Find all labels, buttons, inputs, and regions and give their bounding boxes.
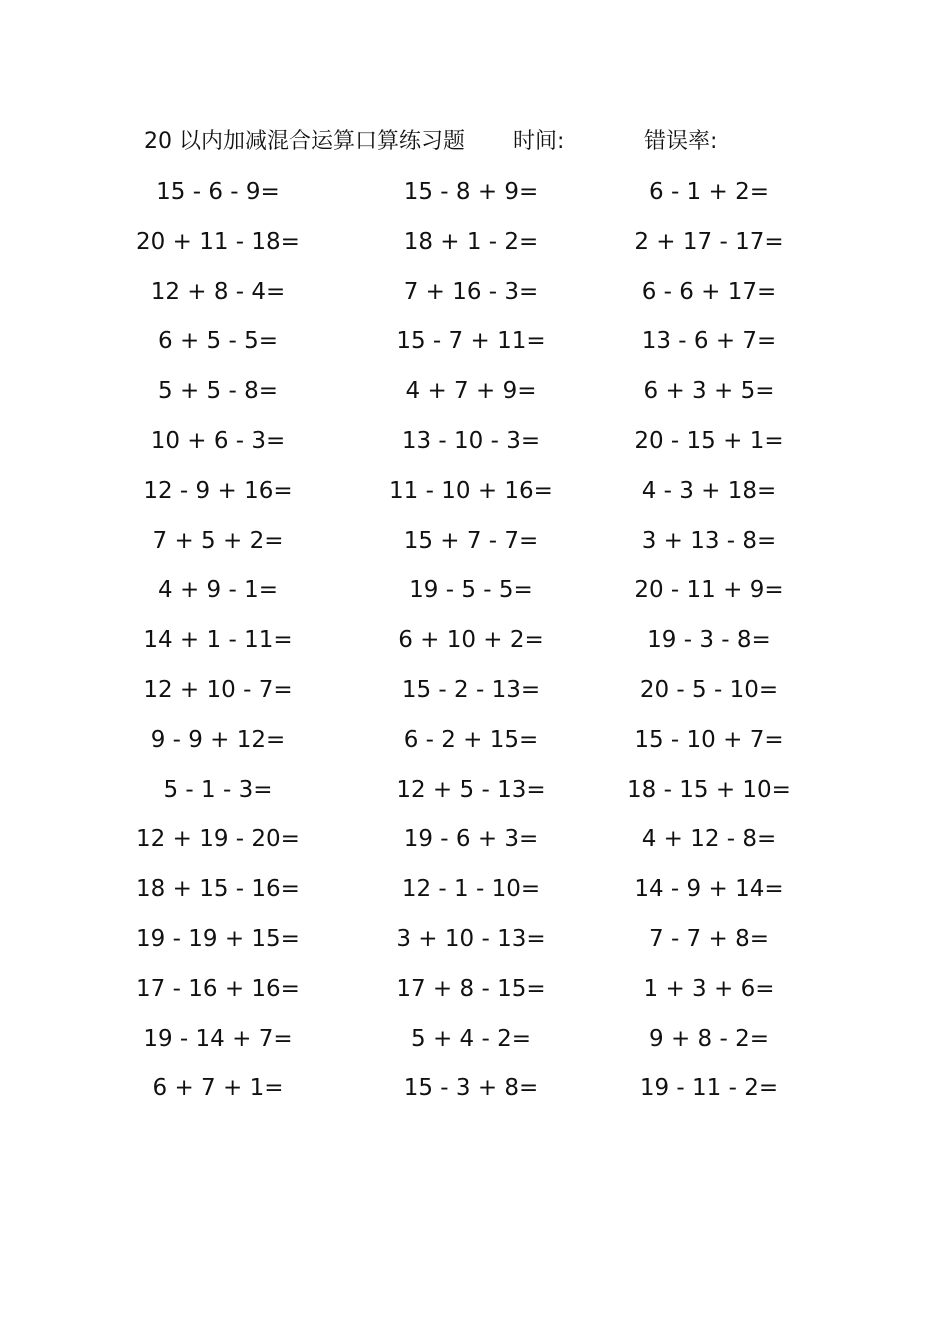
arithmetic-problem: 20 - 15 + 1= (634, 427, 784, 454)
arithmetic-problem: 6 + 7 + 1= (152, 1075, 284, 1102)
arithmetic-problem: 19 - 19 + 15= (136, 925, 300, 952)
problem-row (0, 819, 950, 869)
time-label: 时间: (513, 129, 565, 154)
arithmetic-problem: 12 + 19 - 20= (136, 826, 300, 853)
problem-row (0, 620, 950, 670)
arithmetic-problem: 13 - 6 + 7= (641, 328, 777, 355)
arithmetic-problem: 15 - 10 + 7= (634, 726, 784, 753)
arithmetic-problem: 14 + 1 - 11= (143, 627, 293, 654)
arithmetic-problem: 6 - 1 + 2= (649, 179, 769, 205)
arithmetic-problem: 6 - 2 + 15= (403, 726, 539, 753)
arithmetic-problem: 15 - 6 - 9= (156, 179, 280, 205)
arithmetic-problem: 19 - 14 + 7= (143, 1025, 293, 1052)
problem-row (0, 421, 950, 471)
arithmetic-problem: 12 - 1 - 10= (401, 876, 541, 903)
problem-row (0, 919, 950, 969)
arithmetic-problem: 19 - 11 - 2= (639, 1075, 779, 1102)
problem-row (0, 371, 950, 421)
arithmetic-problem: 6 + 3 + 5= (643, 378, 775, 405)
arithmetic-problem: 10 + 6 - 3= (150, 427, 286, 454)
arithmetic-problem: 2 + 17 - 17= (634, 228, 784, 255)
arithmetic-problem: 20 + 11 - 18= (136, 228, 300, 255)
arithmetic-problem: 9 - 9 + 12= (150, 726, 286, 753)
arithmetic-problem: 18 - 15 + 10= (627, 776, 791, 803)
problem-row (0, 1068, 950, 1118)
arithmetic-problem: 7 + 5 + 2= (152, 527, 284, 554)
problem-row (0, 521, 950, 571)
problem-row (0, 869, 950, 919)
problem-row (0, 720, 950, 770)
problem-row (0, 272, 950, 322)
problem-row (0, 172, 950, 222)
arithmetic-problem: 19 - 3 - 8= (647, 627, 771, 654)
arithmetic-problem: 12 - 9 + 16= (143, 477, 293, 504)
arithmetic-problem: 12 + 10 - 7= (143, 676, 293, 703)
arithmetic-problem: 6 - 6 + 17= (641, 278, 777, 305)
error-rate-label: 错误率: (644, 129, 718, 154)
arithmetic-problem: 4 - 3 + 18= (641, 477, 777, 504)
arithmetic-problem: 11 - 10 + 16= (389, 477, 553, 504)
arithmetic-problem: 17 + 8 - 15= (396, 975, 546, 1002)
arithmetic-problem: 14 - 9 + 14= (634, 876, 784, 903)
worksheet-header (144, 124, 844, 160)
arithmetic-problem: 3 + 10 - 13= (396, 925, 546, 952)
arithmetic-problem: 1 + 3 + 6= (643, 975, 775, 1002)
arithmetic-problem: 7 + 16 - 3= (403, 278, 539, 305)
arithmetic-problem: 5 + 5 - 8= (158, 378, 278, 405)
arithmetic-problem: 15 - 3 + 8= (403, 1075, 539, 1102)
arithmetic-problem: 3 + 13 - 8= (641, 527, 777, 554)
arithmetic-problem: 19 - 6 + 3= (403, 826, 539, 853)
arithmetic-problem: 15 - 7 + 11= (396, 328, 546, 355)
problem-row (0, 670, 950, 720)
arithmetic-problem: 18 + 15 - 16= (136, 876, 300, 903)
problem-row (0, 222, 950, 272)
problem-row (0, 770, 950, 820)
problem-row (0, 321, 950, 371)
arithmetic-problem: 13 - 10 - 3= (401, 427, 541, 454)
arithmetic-problem: 7 - 7 + 8= (649, 925, 769, 952)
arithmetic-problem: 15 - 2 - 13= (401, 676, 541, 703)
arithmetic-problem: 4 + 7 + 9= (405, 378, 537, 405)
arithmetic-problem: 12 + 5 - 13= (396, 776, 546, 803)
arithmetic-problem: 4 + 9 - 1= (158, 577, 278, 604)
problem-row (0, 969, 950, 1019)
arithmetic-problem: 19 - 5 - 5= (409, 577, 533, 604)
worksheet-title: 20 以内加减混合运算口算练习题 (144, 129, 465, 154)
arithmetic-problem: 6 + 10 + 2= (398, 627, 544, 654)
arithmetic-problem: 17 - 16 + 16= (136, 975, 300, 1002)
arithmetic-problem: 18 + 1 - 2= (403, 228, 539, 255)
arithmetic-problem: 15 - 8 + 9= (403, 179, 539, 205)
arithmetic-problem: 9 + 8 - 2= (649, 1025, 769, 1052)
problem-row (0, 471, 950, 521)
problem-grid (0, 172, 950, 1118)
arithmetic-problem: 20 - 11 + 9= (634, 577, 784, 604)
problem-row (0, 1019, 950, 1069)
problem-row (0, 570, 950, 620)
arithmetic-problem: 6 + 5 - 5= (158, 328, 278, 355)
arithmetic-problem: 15 + 7 - 7= (403, 527, 539, 554)
arithmetic-problem: 4 + 12 - 8= (641, 826, 777, 853)
arithmetic-problem: 12 + 8 - 4= (150, 278, 286, 305)
arithmetic-problem: 20 - 5 - 10= (639, 676, 779, 703)
arithmetic-problem: 5 - 1 - 3= (163, 776, 273, 803)
arithmetic-problem: 5 + 4 - 2= (411, 1025, 531, 1052)
